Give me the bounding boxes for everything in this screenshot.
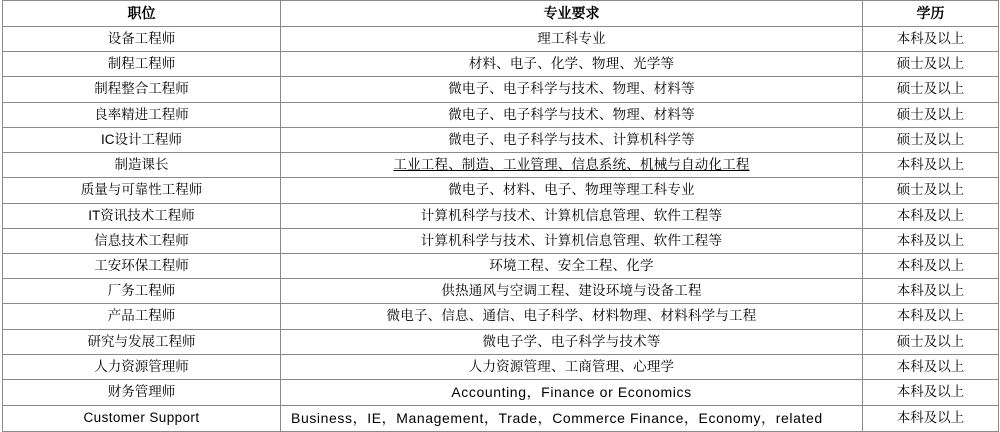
cell-position: 产品工程师 xyxy=(3,304,281,329)
cell-position: 信息技术工程师 xyxy=(3,228,281,253)
cell-position: 厂务工程师 xyxy=(3,279,281,304)
cell-degree: 硕士及以上 xyxy=(863,178,999,203)
table-body xyxy=(3,27,999,432)
cell-major-requirement: Business，IE，Management，Trade，Commerce Finance，Economy，related xyxy=(281,405,863,431)
cell-degree: 本科及以上 xyxy=(863,304,999,329)
cell-position: 制程工程师 xyxy=(3,52,281,77)
table-row xyxy=(3,153,999,178)
column-header-major: 专业要求 xyxy=(281,1,863,27)
table-row xyxy=(3,203,999,228)
cell-position: Customer Support xyxy=(3,405,281,431)
table-header xyxy=(3,1,999,27)
column-header-position: 职位 xyxy=(3,1,281,27)
cell-major-requirement: 微电子、材料、电子、物理等理工科专业 xyxy=(281,178,863,203)
cell-major-requirement: 工业工程、制造、工业管理、信息系统、机械与自动化工程 xyxy=(281,153,863,178)
cell-major-requirement: 材料、电子、化学、物理、光学等 xyxy=(281,52,863,77)
cell-degree: 硕士及以上 xyxy=(863,127,999,152)
table-row xyxy=(3,253,999,278)
cell-degree: 本科及以上 xyxy=(863,279,999,304)
cell-degree: 本科及以上 xyxy=(863,354,999,379)
cell-position: 质量与可靠性工程师 xyxy=(3,178,281,203)
cell-degree: 硕士及以上 xyxy=(863,77,999,102)
table-row xyxy=(3,102,999,127)
cell-major-requirement: 环境工程、安全工程、化学 xyxy=(281,253,863,278)
cell-degree: 本科及以上 xyxy=(863,228,999,253)
cell-major-requirement: 微电子学、电子科学与技术等 xyxy=(281,329,863,354)
cell-position: 研究与发展工程师 xyxy=(3,329,281,354)
cell-major-requirement: 人力资源管理、工商管理、心理学 xyxy=(281,354,863,379)
table-row xyxy=(3,52,999,77)
cell-position: IT资讯技术工程师 xyxy=(3,203,281,228)
cell-major-requirement: 微电子、电子科学与技术、物理、材料等 xyxy=(281,77,863,102)
cell-position: 制程整合工程师 xyxy=(3,77,281,102)
table-row xyxy=(3,77,999,102)
cell-position: 设备工程师 xyxy=(3,27,281,52)
cell-degree: 硕士及以上 xyxy=(863,52,999,77)
cell-position: 良率精进工程师 xyxy=(3,102,281,127)
table-row xyxy=(3,405,999,431)
table-row xyxy=(3,304,999,329)
cell-major-requirement: 计算机科学与技术、计算机信息管理、软件工程等 xyxy=(281,203,863,228)
table-row xyxy=(3,380,999,406)
column-header-degree: 学历 xyxy=(863,1,999,27)
cell-major-requirement: Accounting，Finance or Economics xyxy=(281,380,863,406)
cell-major-requirement: 计算机科学与技术、计算机信息管理、软件工程等 xyxy=(281,228,863,253)
table-header-row xyxy=(3,1,999,27)
cell-degree: 硕士及以上 xyxy=(863,102,999,127)
table-row xyxy=(3,228,999,253)
table-row xyxy=(3,178,999,203)
cell-degree: 本科及以上 xyxy=(863,405,999,431)
cell-major-requirement: 微电子、电子科学与技术、物理、材料等 xyxy=(281,102,863,127)
table-row xyxy=(3,354,999,379)
table-row xyxy=(3,27,999,52)
cell-major-requirement: 理工科专业 xyxy=(281,27,863,52)
cell-position: 财务管理师 xyxy=(3,380,281,406)
cell-degree: 本科及以上 xyxy=(863,253,999,278)
cell-position: 制造课长 xyxy=(3,153,281,178)
cell-position: 人力资源管理师 xyxy=(3,354,281,379)
table-row xyxy=(3,127,999,152)
cell-degree: 本科及以上 xyxy=(863,27,999,52)
cell-degree: 本科及以上 xyxy=(863,380,999,406)
cell-major-requirement: 供热通风与空调工程、建设环境与设备工程 xyxy=(281,279,863,304)
table-row xyxy=(3,279,999,304)
cell-position: IC设计工程师 xyxy=(3,127,281,152)
cell-degree: 本科及以上 xyxy=(863,203,999,228)
cell-degree: 硕士及以上 xyxy=(863,329,999,354)
table-row xyxy=(3,329,999,354)
cell-degree: 本科及以上 xyxy=(863,153,999,178)
job-requirements-table xyxy=(2,0,999,432)
cell-major-requirement: 微电子、电子科学与技术、计算机科学等 xyxy=(281,127,863,152)
cell-position: 工安环保工程师 xyxy=(3,253,281,278)
cell-major-requirement: 微电子、信息、通信、电子科学、材料物理、材料科学与工程 xyxy=(281,304,863,329)
